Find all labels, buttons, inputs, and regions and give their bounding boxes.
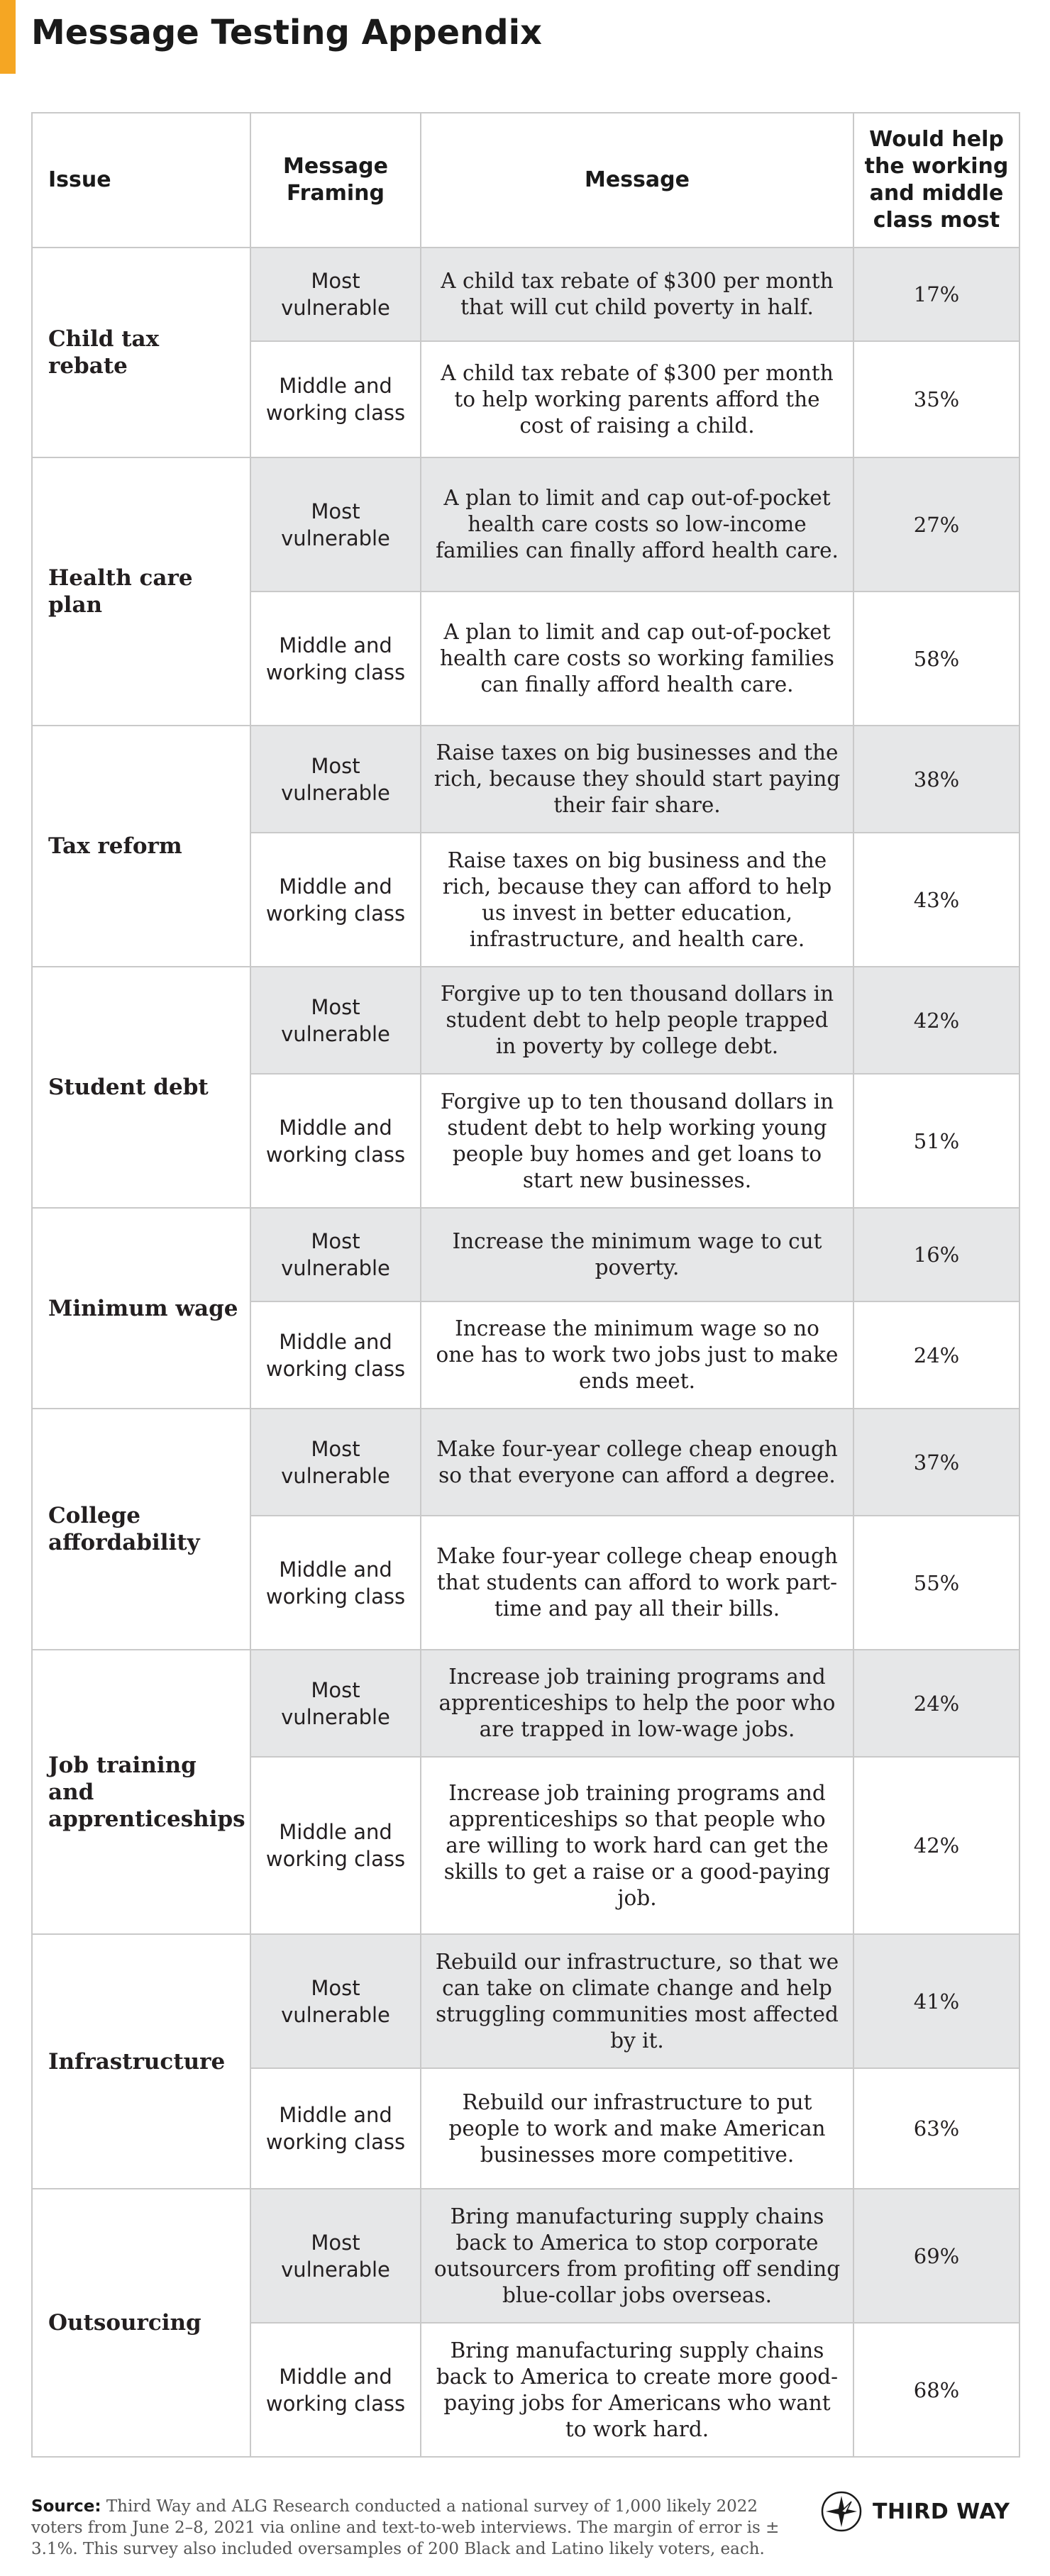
- table-row: [32, 1409, 1019, 1516]
- issue-cell: Child tax rebate: [32, 248, 250, 457]
- table-row: [32, 457, 1019, 592]
- framing-cell: Middle and working class: [250, 833, 421, 967]
- brand-logo: [820, 2489, 1010, 2533]
- percent-cell: 51%: [853, 1074, 1019, 1208]
- framing-cell: Most vulnerable: [250, 2189, 421, 2323]
- issue-cell: Job training and apprenticeships: [32, 1650, 250, 1934]
- brand-name: THIRD WAY: [873, 2499, 1010, 2524]
- framing-cell: Middle and working class: [250, 2323, 421, 2457]
- percent-cell: 69%: [853, 2189, 1019, 2323]
- percent-cell: 24%: [853, 1650, 1019, 1757]
- table-row: [32, 1650, 1019, 1757]
- table-row: [32, 967, 1019, 1074]
- header-issue: Issue: [32, 113, 250, 248]
- percent-cell: 38%: [853, 726, 1019, 833]
- message-cell: Increase job training programs and apprenticeships so that people who are willing to work hard can get the skills to get a raise or a good-paying job.: [421, 1757, 853, 1934]
- message-cell: Forgive up to ten thousand dollars in student debt to help working young people buy homes and get loans to start new businesses.: [421, 1074, 853, 1208]
- source-note: [31, 2496, 812, 2560]
- framing-cell: Middle and working class: [250, 1074, 421, 1208]
- percent-cell: 35%: [853, 341, 1019, 457]
- percent-cell: 68%: [853, 2323, 1019, 2457]
- header-framing: Message Framing: [250, 113, 421, 248]
- issue-cell: Health care plan: [32, 457, 250, 726]
- message-cell: Forgive up to ten thousand dollars in student debt to help people trapped in poverty by college debt.: [421, 967, 853, 1074]
- percent-cell: 16%: [853, 1208, 1019, 1301]
- header-help: Would help the working and middle class most: [853, 113, 1019, 248]
- issue-cell: Outsourcing: [32, 2189, 250, 2457]
- message-cell: Make four-year college cheap enough so that everyone can afford a degree.: [421, 1409, 853, 1516]
- table-body: [32, 248, 1019, 2457]
- message-cell: Make four-year college cheap enough that students can afford to work part-time and pay all their bills.: [421, 1516, 853, 1650]
- framing-cell: Middle and working class: [250, 592, 421, 726]
- percent-cell: 24%: [853, 1301, 1019, 1409]
- percent-cell: 42%: [853, 967, 1019, 1074]
- framing-cell: Most vulnerable: [250, 967, 421, 1074]
- percent-cell: 43%: [853, 833, 1019, 967]
- message-cell: Increase the minimum wage to cut poverty.: [421, 1208, 853, 1301]
- framing-cell: Middle and working class: [250, 1516, 421, 1650]
- issue-cell: College affordability: [32, 1409, 250, 1650]
- table-row: [32, 1934, 1019, 2068]
- message-cell: Raise taxes on big business and the rich, because they can afford to help us invest in better education, infrastructure, and health care.: [421, 833, 853, 967]
- percent-cell: 63%: [853, 2068, 1019, 2189]
- percent-cell: 27%: [853, 457, 1019, 592]
- message-cell: A child tax rebate of $300 per month to help working parents afford the cost of raising a child.: [421, 341, 853, 457]
- issue-cell: Tax reform: [32, 726, 250, 967]
- compass-star-icon: [820, 2490, 863, 2533]
- table-row: [32, 2189, 1019, 2323]
- framing-cell: Most vulnerable: [250, 248, 421, 341]
- framing-cell: Most vulnerable: [250, 457, 421, 592]
- percent-cell: 42%: [853, 1757, 1019, 1934]
- message-cell: A plan to limit and cap out-of-pocket health care costs so working families can finally afford health care.: [421, 592, 853, 726]
- table-row: [32, 726, 1019, 833]
- source-text: Third Way and ALG Research conducted a national survey of 1,000 likely 2022 voters from June 2–8, 2021 via online and text-to-web interviews. The margin of error is ± 3.1%. This survey also included oversamples of 200 Black and Latino likely voters, each.: [31, 2497, 780, 2558]
- message-cell: A child tax rebate of $300 per month that will cut child poverty in half.: [421, 248, 853, 341]
- framing-cell: Most vulnerable: [250, 1650, 421, 1757]
- message-cell: Raise taxes on big businesses and the rich, because they should start paying their fair share.: [421, 726, 853, 833]
- message-cell: Rebuild our infrastructure, so that we can take on climate change and help struggling communities most affected by it.: [421, 1934, 853, 2068]
- framing-cell: Middle and working class: [250, 1301, 421, 1409]
- issue-cell: Infrastructure: [32, 1934, 250, 2189]
- framing-cell: Most vulnerable: [250, 726, 421, 833]
- table-header-row: [32, 113, 1019, 248]
- message-cell: Increase the minimum wage so no one has to work two jobs just to make ends meet.: [421, 1301, 853, 1409]
- percent-cell: 17%: [853, 248, 1019, 341]
- message-cell: Increase job training programs and apprenticeships to help the poor who are trapped in low-wage jobs.: [421, 1650, 853, 1757]
- framing-cell: Most vulnerable: [250, 1934, 421, 2068]
- percent-cell: 58%: [853, 592, 1019, 726]
- header-message: Message: [421, 113, 853, 248]
- accent-bar: [0, 0, 16, 74]
- framing-cell: Most vulnerable: [250, 1208, 421, 1301]
- framing-cell: Middle and working class: [250, 2068, 421, 2189]
- message-testing-table: [31, 112, 1020, 2458]
- issue-cell: Minimum wage: [32, 1208, 250, 1409]
- table-row: [32, 248, 1019, 341]
- message-cell: Bring manufacturing supply chains back to America to stop corporate outsourcers from profiting off sending blue-collar jobs overseas.: [421, 2189, 853, 2323]
- percent-cell: 55%: [853, 1516, 1019, 1650]
- percent-cell: 41%: [853, 1934, 1019, 2068]
- message-cell: Rebuild our infrastructure to put people to work and make American businesses more competitive.: [421, 2068, 853, 2189]
- page-title: Message Testing Appendix: [31, 13, 542, 52]
- message-cell: Bring manufacturing supply chains back to America to create more good-paying jobs for Americans who want to work hard.: [421, 2323, 853, 2457]
- framing-cell: Middle and working class: [250, 1757, 421, 1934]
- message-cell: A plan to limit and cap out-of-pocket health care costs so low-income families can finally afford health care.: [421, 457, 853, 592]
- issue-cell: Student debt: [32, 967, 250, 1208]
- framing-cell: Middle and working class: [250, 341, 421, 457]
- framing-cell: Most vulnerable: [250, 1409, 421, 1516]
- percent-cell: 37%: [853, 1409, 1019, 1516]
- source-label: Source:: [31, 2497, 101, 2516]
- table-row: [32, 1208, 1019, 1301]
